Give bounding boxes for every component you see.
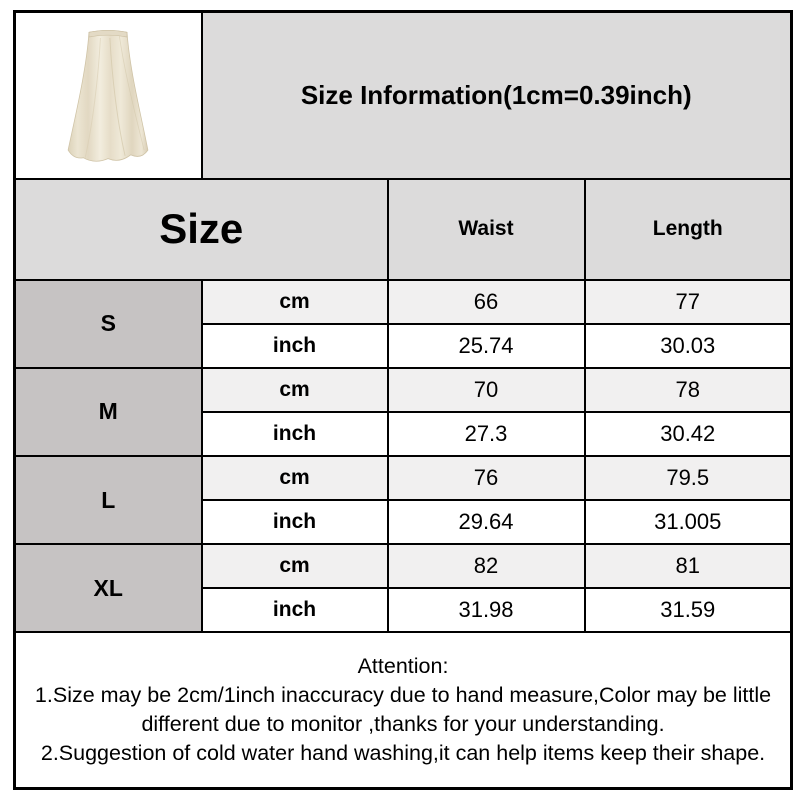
- unit-label-cm: cm: [202, 280, 388, 324]
- header-size: Size: [15, 179, 388, 280]
- header-length: Length: [585, 179, 792, 280]
- unit-label-inch: inch: [202, 588, 388, 632]
- size-label-s: S: [15, 280, 202, 368]
- size-label-m: M: [15, 368, 202, 456]
- length-value: 30.03: [585, 324, 792, 368]
- length-value: 79.5: [585, 456, 792, 500]
- attention-note-2: 2.Suggestion of cold water hand washing,it can help items keep their shape.: [40, 741, 766, 766]
- table-header-row: [15, 179, 792, 280]
- product-image-cell: [15, 12, 202, 179]
- length-value: 31.005: [585, 500, 792, 544]
- cream-satin-midi-skirt-icon: [44, 19, 172, 171]
- skirt-image: [16, 13, 201, 178]
- size-info-title: Size Information(1cm=0.39inch): [202, 12, 792, 179]
- unit-label-cm: cm: [202, 368, 388, 412]
- length-value: 30.42: [585, 412, 792, 456]
- attention-row: [15, 632, 792, 788]
- length-value: 81: [585, 544, 792, 588]
- waist-value: 31.98: [388, 588, 585, 632]
- length-value: 77: [585, 280, 792, 324]
- unit-label-inch: inch: [202, 324, 388, 368]
- size-label-l: L: [15, 456, 202, 544]
- table-row: [15, 456, 792, 500]
- attention-title: Attention:: [357, 653, 449, 678]
- table-row: [15, 280, 792, 324]
- waist-value: 70: [388, 368, 585, 412]
- waist-value: 29.64: [388, 500, 585, 544]
- top-row: [15, 12, 792, 179]
- waist-value: 66: [388, 280, 585, 324]
- table-row: [15, 368, 792, 412]
- attention-section: [15, 632, 792, 788]
- length-value: 31.59: [585, 588, 792, 632]
- length-value: 78: [585, 368, 792, 412]
- attention-note-1: 1.Size may be 2cm/1inch inaccuracy due to hand measure,Color may be little different due to monitor ,thanks for your understanding.: [34, 682, 772, 737]
- waist-value: 25.74: [388, 324, 585, 368]
- header-waist: Waist: [388, 179, 585, 280]
- size-label-xl: XL: [15, 544, 202, 632]
- unit-label-cm: cm: [202, 456, 388, 500]
- unit-label-inch: inch: [202, 412, 388, 456]
- size-chart-table: [13, 10, 793, 790]
- waist-value: 76: [388, 456, 585, 500]
- table-row: [15, 544, 792, 588]
- size-chart: [13, 10, 790, 790]
- unit-label-inch: inch: [202, 500, 388, 544]
- unit-label-cm: cm: [202, 544, 388, 588]
- waist-value: 27.3: [388, 412, 585, 456]
- waist-value: 82: [388, 544, 585, 588]
